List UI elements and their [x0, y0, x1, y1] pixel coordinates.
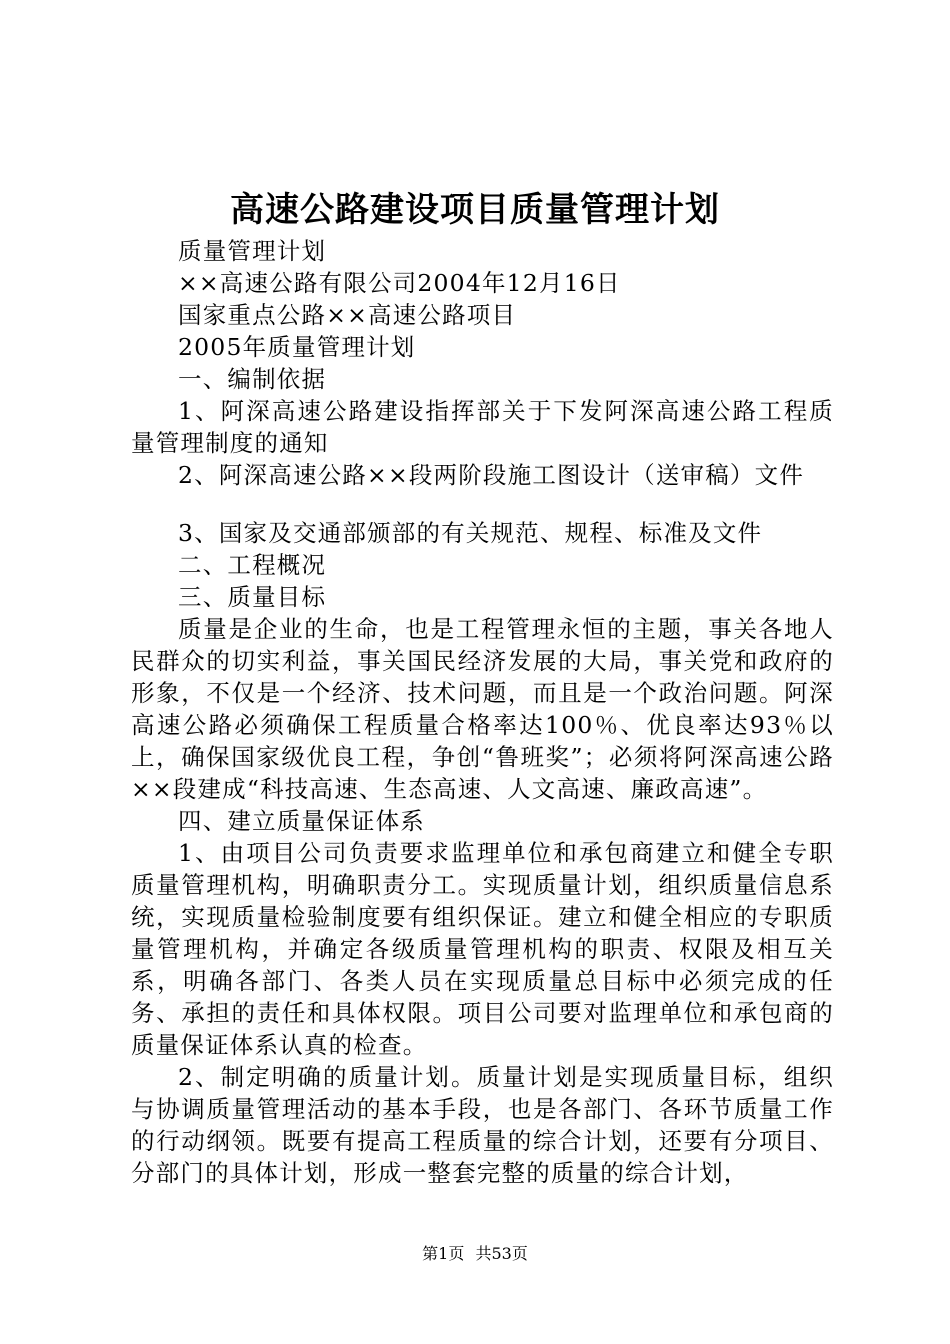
paragraph: 2、制定明确的质量计划。质量计划是实现质量目标，组织与协调质量管理活动的基本手段，也是各部门、各环节质量工作的行动纲领。既要有提高工程质量的综合计划，还要有分项目、分部门的具体计划，形成一整套完整的质量的综合计划， [131, 1063, 834, 1187]
paragraph: 质量是企业的生命，也是工程管理永恒的主题，事关各地人民群众的切实利益，事关国民经济发展的大局，事关党和政府的形象，不仅是一个经济、技术问题，而且是一个政治问题。阿深高速公路必须确保工程质量合格率达100％、优良率达93％以上，确保国家级优良工程，争创“鲁班奖”；必须将阿深高速公路××段建成“科技高速、生态高速、人文高速、廉政高速”。 [131, 615, 834, 803]
section-heading: 二、工程概况 [178, 551, 327, 579]
paragraph: 2005年质量管理计划 [178, 333, 416, 361]
section-heading: 四、建立质量保证体系 [178, 807, 425, 835]
paragraph: ××高速公路有限公司2004年12月16日 [178, 269, 621, 297]
paragraph: 质量管理计划 [178, 237, 327, 265]
section-heading: 三、质量目标 [178, 583, 327, 611]
paragraph: 2、阿深高速公路××段两阶段施工图设计（送审稿）文件 [178, 461, 805, 489]
paragraph: 国家重点公路××高速公路项目 [178, 301, 517, 329]
section-heading: 一、编制依据 [178, 365, 327, 393]
page-total: 共53页 [475, 1244, 528, 1263]
page-footer [0, 1242, 950, 1266]
document-body [131, 235, 834, 1189]
document-title: 高速公路建设项目质量管理计划 [230, 190, 720, 230]
paragraph: 1、由项目公司负责要求监理单位和承包商建立和健全专职质量管理机构，明确职责分工。实现质量计划，组织质量信息系统，实现质量检验制度要有组织保证。建立和健全相应的专职质量管理机构，并确定各级质量管理机构的职责、权限及相互关系，明确各部门、各类人员在实现质量总目标中必须完成的任务、承担的责任和具体权限。项目公司要对监理单位和承包商的质量保证体系认真的检查。 [131, 839, 834, 1059]
paragraph: 3、国家及交通部颁部的有关规范、规程、标准及文件 [178, 519, 763, 547]
paragraph: 1、阿深高速公路建设指挥部关于下发阿深高速公路工程质量管理制度的通知 [131, 397, 834, 457]
page-number: 第1页 [422, 1244, 465, 1263]
